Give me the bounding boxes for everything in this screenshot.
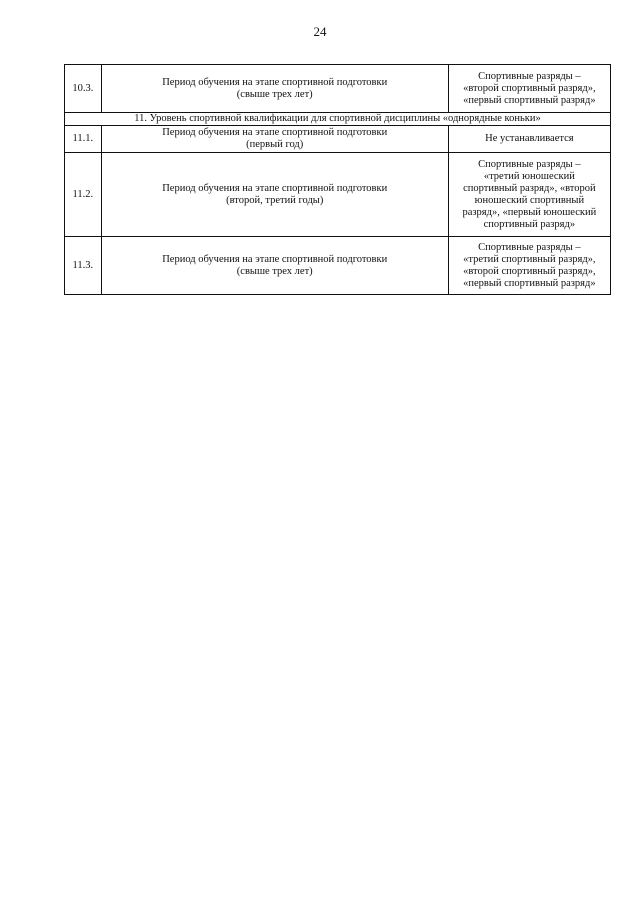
period-cell: Период обучения на этапе спортивной подготовки (свыше трех лет) [101,65,448,113]
table-row [65,237,611,295]
table-row [65,153,611,237]
qualification-table [64,64,611,295]
table-row [65,126,611,153]
period-cell: Период обучения на этапе спортивной подготовки (второй, третий годы) [101,153,448,237]
requirement-cell: Спортивные разряды – «третий юношеский спортивный разряд», «второй юношеский спортивный разряд», «первый юношеский спортивный разряд» [448,153,610,237]
section-header-row [65,113,611,126]
row-number-cell: 11.3. [65,237,102,295]
row-number-cell: 10.3. [65,65,102,113]
period-cell: Период обучения на этапе спортивной подготовки (первый год) [101,126,448,153]
table-row [65,65,611,113]
requirement-cell: Спортивные разряды – «третий спортивный разряд», «второй спортивный разряд», «первый спортивный разряд» [448,237,610,295]
page-number: 24 [313,24,327,39]
row-number-cell: 11.1. [65,126,102,153]
row-number-cell: 11.2. [65,153,102,237]
requirement-cell: Спортивные разряды – «второй спортивный разряд», «первый спортивный разряд» [448,65,610,113]
period-cell: Период обучения на этапе спортивной подготовки (свыше трех лет) [101,237,448,295]
section-heading: 11. Уровень спортивной квалификации для спортивной дисциплины «однорядные коньки» [65,113,611,126]
requirement-cell: Не устанавливается [448,126,610,153]
